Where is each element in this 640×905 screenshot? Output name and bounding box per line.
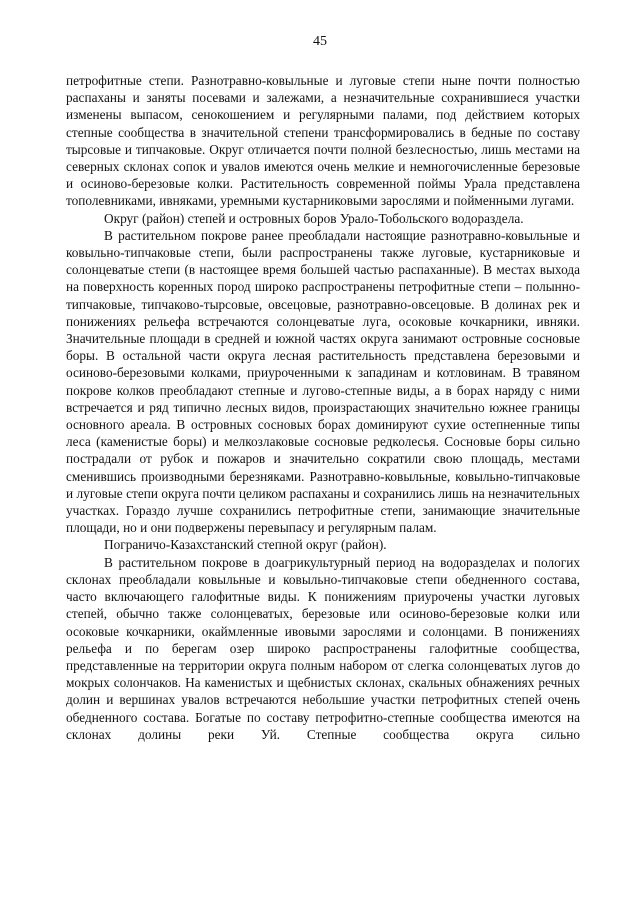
- section-heading: Округ (район) степей и островных боров Урало-Тобольского водораздела.: [104, 210, 524, 226]
- paragraph: В растительном покрове в доагрикультурный период на водоразделах и пологих склонах преобладали ковыльные и ковыльно-типчаковые степи обедненного состава, часто включающего галофитные виды. К понижениям приурочены участки луговых степей, обычно также солонцеватых, березовые или осиново-березовые колки или осоковые кочкарники, окаймленные ивовыми зарослями и солонцами. В понижениях рельефа и по берегам озер широко распространены галофитные сообщества, представленные на территории округа полным набором от слегка солонцеватых лугов до мокрых солончаков. На каменистых и щебнистых склонах, скальных обнажениях речных долин и вершинах увалов встречаются небольшие участки петрофитных степей очень обедненного состава. Богатые по составу петрофитно-степные сообщества имеются на склонах долины реки Уй. Степные сообщества округа сильно: [66, 554, 580, 742]
- page-number: 45: [313, 34, 327, 49]
- paragraph: петрофитные степи. Разнотравно-ковыльные и луговые степи ныне почти полностью распаханы и заняты посевами и залежами, а незначительные сохранившиеся участки изменены выпасом, сенокошением и регулярными палами, под действием которых степные сообщества в значительной степени трансформировались в бедные по составу тырсовые и типчаковые. Округ отличается почти полной безлесностью, лишь местами на северных склонах сопок и увалов имеются очень мелкие и немногочисленные березовые и осиново-березовые колки. Растительность современной поймы Урала представлена тополевниками, ивняками, уремными кустарниковыми зарослями и пойменными лугами.: [66, 73, 580, 209]
- section-heading: Пограничо-Казахстанский степной округ (район).: [104, 537, 387, 553]
- paragraph: В растительном покрове ранее преобладали настоящие разнотравно-ковыльные и ковыльно-типчаковые степи, были распространены также луговые, кустарниковые и солонцеватые степи (в настоящее время большей частью распаханные). В местах выхода на поверхность коренных пород широко распространены петрофитные степи – полынно-типчаковые, типчаково-тырсовые, овсецовые, разнотравно-овсецовые. В долинах рек и понижениях рельефа встречаются солонцеватые луга, осоковые кочкарники, ивняки. Значительные площади в средней и южной частях округа занимают островные сосновые боры. В остальной части округа лесная растительность представлена березовыми и осиново-березовыми колками, приуроченными к западинам и котловинам. В травяном покрове колков преобладают степные и лугово-степные виды, а в борах наряду с ними встречается и ряд типично лесных видов, произрастающих значительно южнее границы основного ареала. В островных сосновых борах доминируют сухие остепненные типы леса (каменистые боры) и мелкозлаковые сосновые редколесья. Сосновые боры сильно пострадали от рубок и пожаров и значительно сократили свою площадь, местами сменившись производными березняками. Разнотравно-ковыльные, ковыльно-типчаковые и луговые степи округа почти целиком распаханы и сохранились лишь на незначительных участках. Гораздо лучше сохранились петрофитные степи, занимающие значительные площади, но и они подвержены перевыпасу и регулярным палам.: [66, 227, 580, 536]
- page-body: [66, 72, 580, 743]
